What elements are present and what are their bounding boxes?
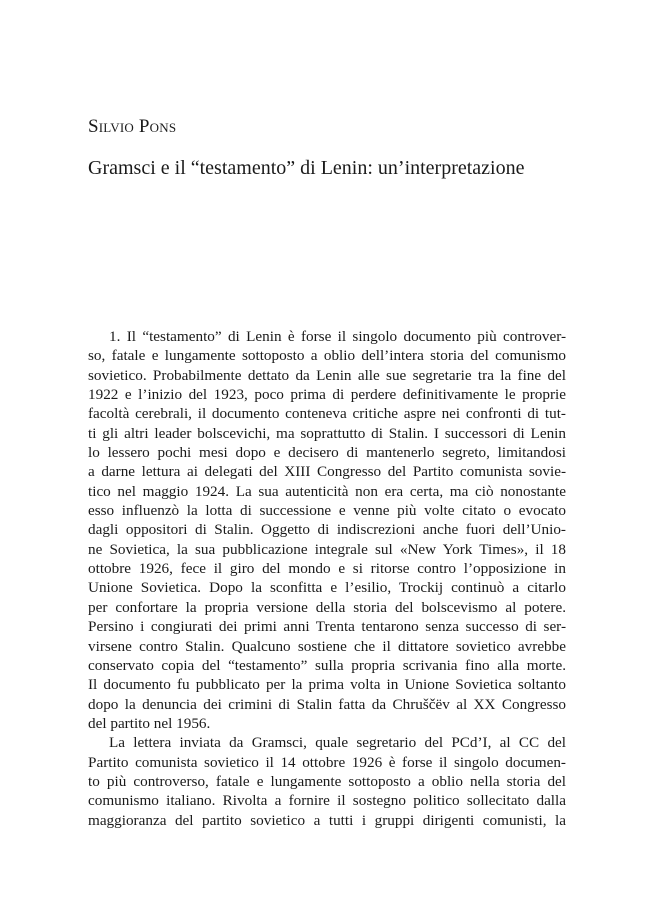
- text-line: esso influenzò la lotta di successione e venne più volte citato o evocato: [88, 502, 566, 520]
- text-line: ne Sovietica, la sua pubblicazione integrale sul «New York Times», il 18: [88, 540, 566, 558]
- text-line: dopo la denuncia dei crimini di Stalin fatta da Chruščëv al XX Congresso: [88, 695, 566, 713]
- chapter-body: [88, 327, 566, 830]
- text-line: ottobre 1926, fece il giro del mondo e si ritorse contro l’opposizione in: [88, 560, 566, 578]
- text-line: conservato copia del “testamento” sulla propria scrivania fino alla morte.: [88, 656, 566, 674]
- text-line: La lettera inviata da Gramsci, quale segretario del PCd’I, al CC del: [109, 734, 566, 752]
- text-line: 1. Il “testamento” di Lenin è forse il singolo documento più controver-: [109, 328, 566, 345]
- text-line: virsene contro Stalin. Qualcuno sostiene che il dittatore sovietico avrebbe: [88, 637, 566, 655]
- text-line: sovietico. Probabilmente dettato da Lenin alle sue segretarie tra la fine del: [88, 366, 566, 384]
- text-line: per confortare la propria versione della storia del bolscevismo al potere.: [88, 598, 566, 616]
- text-line: Unione Sovietica. Dopo la sconfitta e l’esilio, Trockij continuò a citarlo: [88, 579, 566, 597]
- text-line: Partito comunista sovietico il 14 ottobre 1926 è forse il singolo documen-: [88, 753, 566, 771]
- text-line: del partito nel 1956.: [88, 714, 211, 732]
- text-line: Persino i congiurati dei primi anni Trenta tentarono senza successo di ser-: [88, 618, 566, 636]
- paragraph-2: [88, 733, 566, 830]
- text-line: facoltà cerebrali, il documento conteneva critiche aspre nei confronti di tut-: [88, 405, 566, 423]
- text-line: 1922 e l’inizio del 1923, poco prima di perdere definitivamente le proprie: [88, 386, 566, 404]
- text-line: dagli oppositori di Stalin. Oggetto di indiscrezioni anche fuori dell’Unio-: [88, 521, 566, 539]
- text-line: so, fatale e lungamente sottoposto a oblio dell’intera storia del comunismo: [88, 347, 566, 365]
- text-line: to più controverso, fatale e lungamente sottoposto a oblio nella storia del: [88, 772, 566, 790]
- paragraph-1: [88, 327, 566, 733]
- text-line: tico nel maggio 1924. La sua autenticità non era certa, ma ciò nonostante: [88, 482, 566, 500]
- text-line: Il documento fu pubblicato per la prima volta in Unione Sovietica soltanto: [88, 676, 566, 694]
- text-line: a darne lettura ai delegati del XIII Congresso del Partito comunista sovie-: [88, 463, 566, 481]
- chapter-author: Silvio Pons: [88, 116, 177, 137]
- text-line: comunismo italiano. Rivolta a fornire il sostegno politico sollecitato dalla: [88, 792, 566, 810]
- text-line: ti gli altri leader bolscevichi, ma soprattutto di Stalin. I successori di Lenin: [88, 424, 566, 442]
- chapter-title: Gramsci e il “testamento” di Lenin: un’interpretazione: [88, 157, 525, 179]
- text-line: maggioranza del partito sovietico a tutti i gruppi dirigenti comunisti, la: [88, 811, 566, 829]
- text-line: lo lessero pochi mesi dopo e decisero di mantenerlo segreto, limitandosi: [88, 444, 566, 462]
